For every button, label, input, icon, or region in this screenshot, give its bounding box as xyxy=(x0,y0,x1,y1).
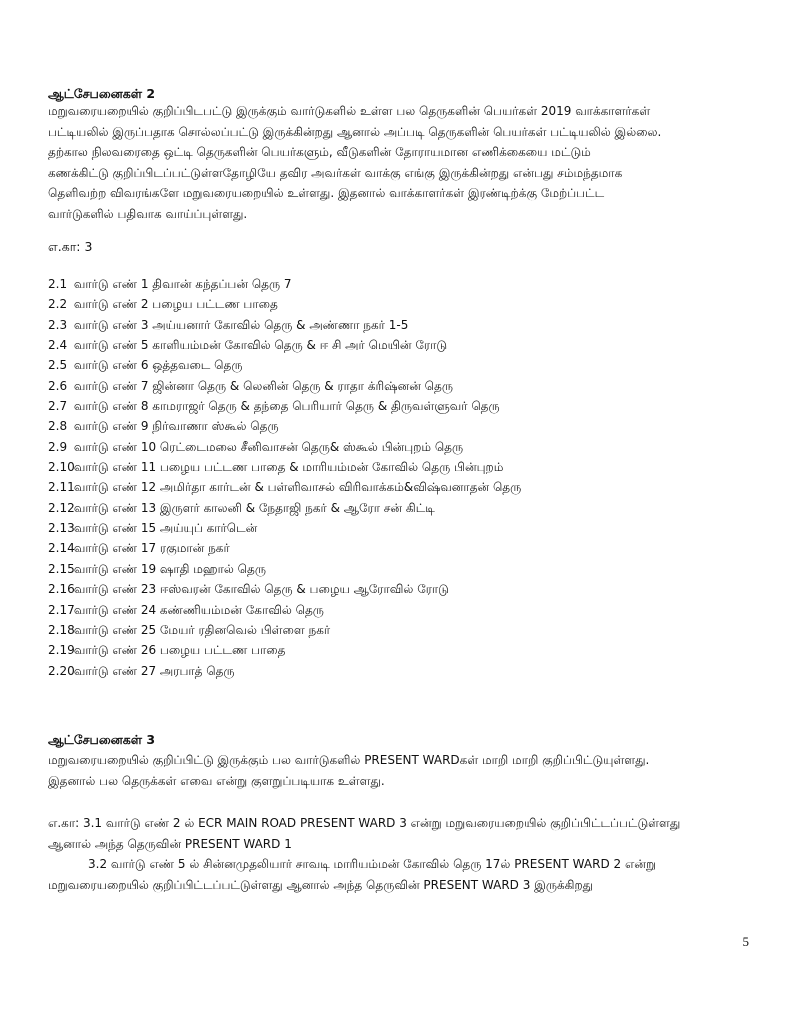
list-item xyxy=(48,437,521,457)
item-text: வார்டு எண் 23 ஈஸ்வரன் கோவில் தெரு & பழைய ஆரோவில் ரோடு xyxy=(73,582,449,597)
item-number: 2.15 xyxy=(48,561,75,576)
example-line: மறுவரையறையில் குறிப்பிட்டப்பட்டுள்ளது ஆனால் அந்த தெருவின் PRESENT WARD 3 இருக்கிறது xyxy=(48,877,594,892)
item-number: 2.13 xyxy=(48,521,75,536)
paragraph-line: மறுவரையறையில் குறிப்பிடபட்டு இருக்கும் வார்டுகளில் உள்ள பல தெருகளின் பெயர்கள் 2019 வாக்காளர்கள் xyxy=(48,104,651,118)
item-text: வார்டு எண் 8 காமராஜர் தெரு & தந்தை பெரியார் தெரு & திருவள்ளுவர் தெரு xyxy=(73,399,500,414)
paragraph-line: இதனால் பல தெருக்கள் எவை என்று குளறுப்படியாக உள்ளது. xyxy=(48,773,385,788)
ward-street-list xyxy=(48,274,521,681)
item-text: வார்டு எண் 12 அமிர்தா கார்டன் & பள்ளிவாசல் விரிவாக்கம்&விஷ்வனாதன் தெரு xyxy=(73,480,522,495)
item-number: 2.19 xyxy=(48,643,75,658)
item-text: வார்டு எண் 3 அய்யனார் கோவில் தெரு & அண்ணா நகர் 1-5 xyxy=(73,317,409,332)
item-text: வார்டு எண் 11 பழைய பட்டண பாதை & மாரியம்மன் கோவில் தெரு பின்புறம் xyxy=(73,460,504,475)
paragraph-line: மறுவரையறையில் குறிப்பிட்டு இருக்கும் பல வார்டுகளில் PRESENT WARDகள் மாறி மாறி குறிப்பிட்டுயுள்ளது. xyxy=(48,753,650,767)
item-text: வார்டு எண் 5 காளியம்மன் கோவில் தெரு & ஈ சி அர் மெயின் ரோடு xyxy=(73,338,448,353)
item-text: வார்டு எண் 6 ஒத்தவடை தெரு xyxy=(73,358,243,373)
item-number: 2.14 xyxy=(48,541,75,556)
example-line: எ.கா: 3.1 வார்டு எண் 2 ல் ECR MAIN ROAD PRESENT WARD 3 என்று மறுவரையறையில் குறிப்பிட்டப்பட்டுள்ளது xyxy=(48,816,681,830)
item-text: வார்டு எண் 25 மேயர் ரதினவெல் பிள்ளை நகர் xyxy=(73,622,331,637)
item-text: வார்டு எண் 10 ரெட்டைமலை சீனிவாசன் தெரு& ஸ்கூல் பின்புறம் தெரு xyxy=(73,439,464,454)
list-item xyxy=(48,396,521,416)
section-heading-objections-2: ஆட்சேபனைகள் 2 xyxy=(48,86,156,101)
item-text: வார்டு எண் 1 திவான் கந்தப்பன் தெரு 7 xyxy=(73,277,292,291)
paragraph-line: தெளிவற்ற விவரங்களே மறுவரையறையில் உள்ளது. இதனால் வாக்காளர்கள் இரண்டிற்க்கு மேற்ப்பட்ட xyxy=(48,186,605,200)
list-item xyxy=(48,640,521,660)
item-text: வார்டு எண் 9 நிர்வாணா ஸ்கூல் தெரு xyxy=(73,419,279,434)
list-item xyxy=(48,600,521,620)
item-number: 2.9 xyxy=(48,439,68,454)
item-number: 2.1 xyxy=(48,277,68,291)
example-line: ஆனால் அந்த தெருவின் PRESENT WARD 1 xyxy=(48,836,292,851)
item-text: வார்டு எண் 24 கண்ணியம்மன் கோவில் தெரு xyxy=(73,602,324,617)
item-text: வார்டு எண் 15 அய்யுப் கார்டென் xyxy=(73,521,258,536)
item-number: 2.12 xyxy=(48,500,75,515)
paragraph-line: வார்டுகளில் பதிவாக வாய்ப்புள்ளது. xyxy=(48,206,248,221)
list-item xyxy=(48,274,521,294)
item-number: 2.10 xyxy=(48,460,75,475)
section-heading-objections-3: ஆட்சேபனைகள் 3 xyxy=(48,732,156,747)
objection-3-paragraph xyxy=(48,750,748,791)
list-item xyxy=(48,661,521,681)
example-line: 3.2 வார்டு எண் 5 ல் சின்னமுதலியார் சாவடி மாரியம்மன் கோவில் தெரு 17ல் PRESENT WARD 2 என்று xyxy=(88,857,656,871)
item-text: வார்டு எண் 26 பழைய பட்டண பாதை xyxy=(73,643,286,658)
item-number: 2.2 xyxy=(48,297,68,312)
paragraph-line: கணக்கிட்டு குறிப்பிடப்பட்டுள்ளதோழியே தவிர அவர்கள் வாக்கு எங்கு இருக்கின்றது என்பது சம்மந்தமாக xyxy=(48,165,623,180)
item-number: 2.16 xyxy=(48,582,75,597)
list-item xyxy=(48,620,521,640)
item-text: வார்டு எண் 19 ஷாதி மஹால் தெரு xyxy=(73,561,266,576)
item-number: 2.3 xyxy=(48,317,68,332)
list-item xyxy=(48,518,521,538)
item-number: 2.5 xyxy=(48,358,68,373)
item-number: 2.11 xyxy=(48,480,75,495)
item-number: 2.18 xyxy=(48,622,75,637)
item-number: 2.7 xyxy=(48,399,68,414)
item-text: வார்டு எண் 17 ரகுமான் நகர் xyxy=(73,541,230,556)
example-label: எ.கா: 3 xyxy=(48,239,93,254)
paragraph-line: தற்கால நிலவரைதை ஒட்டி தெருகளின் பெயர்களும், வீடுகளின் தோராயமான எணிக்கையை மட்டும் xyxy=(48,145,591,159)
item-number: 2.8 xyxy=(48,419,68,434)
item-text: வார்டு எண் 7 ஜின்னா தெரு & லெனின் தெரு & ராதா க்ரிஷ்னன் தெரு xyxy=(73,378,453,393)
paragraph-line: பட்டியலில் இருப்பதாக சொல்லப்பட்டு இருக்கின்றது ஆனால் அப்படி தெருகளின் பெயர்கள் பட்டியலில் இல்லை. xyxy=(48,124,662,139)
item-number: 2.4 xyxy=(48,338,68,353)
list-item xyxy=(48,498,521,518)
list-item xyxy=(48,315,521,335)
list-item xyxy=(48,457,521,477)
list-item xyxy=(48,294,521,314)
list-item xyxy=(48,477,521,497)
list-item xyxy=(48,559,521,579)
item-text: வார்டு எண் 27 அரபாத் தெரு xyxy=(73,663,235,678)
list-item xyxy=(48,335,521,355)
list-item xyxy=(48,376,521,396)
list-item xyxy=(48,538,521,558)
objection-3-examples xyxy=(48,813,748,895)
item-number: 2.17 xyxy=(48,602,75,617)
list-item xyxy=(48,416,521,436)
page-number: 5 xyxy=(742,934,749,949)
objection-2-paragraph xyxy=(48,101,748,224)
list-item xyxy=(48,579,521,599)
item-text: வார்டு எண் 13 இருளர் காலனி & நேதாஜி நகர் & ஆரோ சன் கிட்டி xyxy=(73,500,435,515)
item-number: 2.6 xyxy=(48,378,68,393)
item-number: 2.20 xyxy=(48,663,75,678)
list-item xyxy=(48,355,521,375)
item-text: வார்டு எண் 2 பழைய பட்டண பாதை xyxy=(73,297,278,312)
